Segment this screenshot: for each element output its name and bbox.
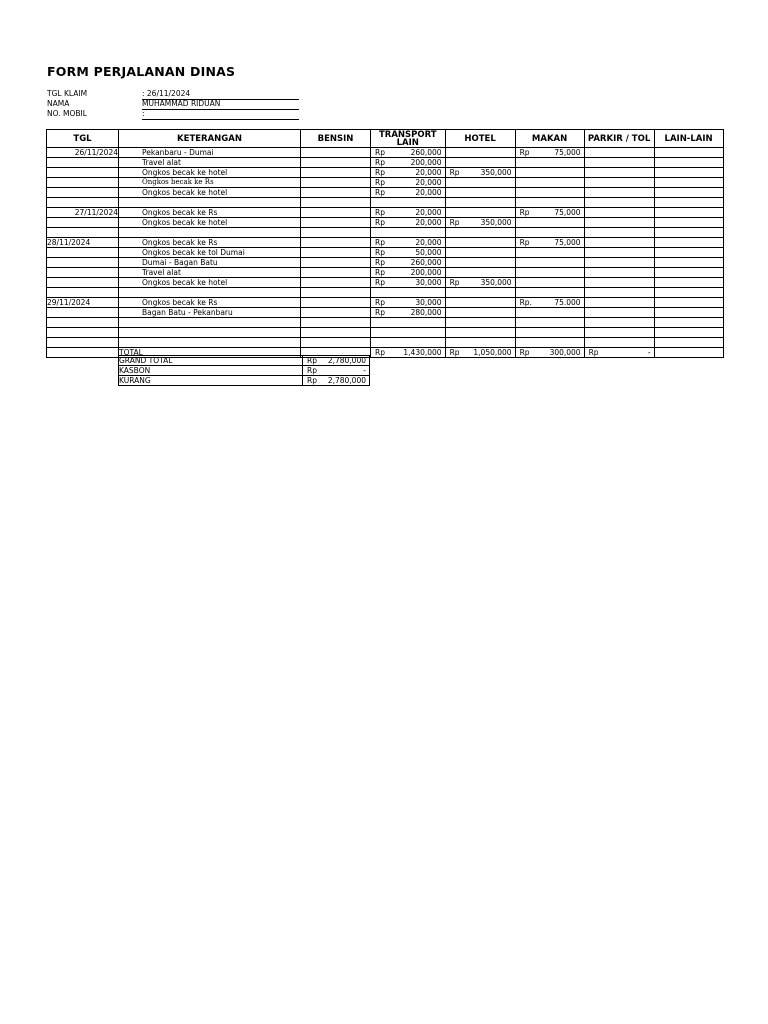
row-parkir: [584, 338, 654, 348]
table-row: [47, 198, 724, 208]
row-tgl: [47, 258, 119, 268]
row-tgl: [47, 288, 119, 298]
row-hotel: [445, 198, 515, 208]
info-label-no-mobil: NO. MOBIL: [47, 109, 87, 118]
currency-prefix: Rp: [375, 188, 385, 197]
row-hotel: [445, 338, 515, 348]
row-tgl: 28/11/2024: [47, 238, 119, 248]
row-lain: [654, 148, 723, 158]
total-label: TOTAL: [119, 348, 301, 358]
row-transport: [371, 188, 446, 198]
amount-value: 20,000: [415, 218, 442, 227]
row-lain: [654, 238, 723, 248]
row-tgl: [47, 218, 119, 228]
row-bensin: [301, 328, 371, 338]
row-makan: [515, 208, 584, 218]
currency-prefix: Rp: [375, 348, 385, 357]
info-label-nama: NAMA: [47, 99, 70, 108]
row-parkir: [584, 218, 654, 228]
currency-prefix: Rp: [519, 238, 530, 247]
row-transport: [371, 288, 446, 298]
summary-row: [119, 356, 370, 366]
table-row: [47, 298, 724, 308]
row-lain: [654, 298, 723, 308]
row-tgl: [47, 198, 119, 208]
info-value-tgl-klaim: : 26/11/2024: [142, 89, 299, 100]
row-keterangan: [119, 328, 301, 338]
row-transport: [371, 148, 446, 158]
row-hotel: [445, 288, 515, 298]
summary-label: KASBON: [119, 366, 303, 376]
row-lain: [654, 218, 723, 228]
summary-value: [303, 376, 370, 386]
table-row: [47, 278, 724, 288]
table-header-row: [47, 130, 724, 148]
row-parkir: [584, 208, 654, 218]
amount-value: 20,000: [415, 188, 442, 197]
row-hotel: [445, 148, 515, 158]
amount-value: 30,000: [415, 298, 442, 307]
row-hotel: [445, 228, 515, 238]
amount-value: 20,000: [415, 238, 442, 247]
summary-row: [119, 366, 370, 376]
currency-prefix: Rp: [375, 238, 385, 247]
row-bensin: [301, 218, 371, 228]
table-row: [47, 318, 724, 328]
row-makan: [515, 288, 584, 298]
table-row: [47, 168, 724, 178]
row-tgl: [47, 338, 119, 348]
row-bensin: [301, 238, 371, 248]
currency-prefix: Rp: [307, 376, 317, 385]
amount-value: 2,780,000: [327, 356, 366, 365]
row-tgl: [47, 188, 119, 198]
summary-row: [119, 376, 370, 386]
summary-value: [303, 356, 370, 366]
row-bensin: [301, 338, 371, 348]
currency-prefix: Rp: [307, 356, 317, 365]
row-hotel: [445, 328, 515, 338]
row-keterangan: Ongkos becak ke Rs: [119, 178, 301, 188]
row-transport: [371, 228, 446, 238]
row-hotel: [445, 268, 515, 278]
currency-prefix: Rp: [519, 208, 530, 217]
total-hotel: [445, 348, 515, 358]
row-keterangan: [119, 318, 301, 328]
row-keterangan: [119, 228, 301, 238]
row-tgl: [47, 248, 119, 258]
amount-value: 20,000: [415, 208, 442, 217]
amount-value: 350,000: [480, 218, 512, 227]
table-row: [47, 238, 724, 248]
row-parkir: [584, 168, 654, 178]
total-parkir: [584, 348, 654, 358]
row-hotel: [445, 188, 515, 198]
amount-value: -: [647, 348, 651, 357]
row-makan: [515, 158, 584, 168]
row-transport: [371, 318, 446, 328]
row-bensin: [301, 288, 371, 298]
row-tgl: [47, 278, 119, 288]
row-lain: [654, 178, 723, 188]
amount-value: 300,000: [549, 348, 581, 357]
amount-value: 75,000: [554, 238, 581, 247]
header-tgl: TGL: [47, 130, 119, 148]
row-transport: [371, 158, 446, 168]
amount-value: 260,000: [410, 258, 442, 267]
row-makan: [515, 238, 584, 248]
total-makan: [515, 348, 584, 358]
currency-prefix: Rp: [375, 248, 385, 257]
row-tgl: 26/11/2024: [47, 148, 119, 158]
summary-label: GRAND TOTAL: [119, 356, 303, 366]
row-transport: [371, 298, 446, 308]
amount-value: 20,000: [415, 168, 442, 177]
row-parkir: [584, 288, 654, 298]
amount-value: 280,000: [410, 308, 442, 317]
row-makan: [515, 338, 584, 348]
header-transport-lain: TRANSPORT LAIN: [371, 130, 446, 148]
row-makan: [515, 318, 584, 328]
amount-value: 75,000: [554, 208, 581, 217]
row-makan: [515, 268, 584, 278]
row-parkir: [584, 308, 654, 318]
row-lain: [654, 308, 723, 318]
summary-label: KURANG: [119, 376, 303, 386]
currency-prefix: Rp: [519, 148, 530, 157]
row-bensin: [301, 158, 371, 168]
table-row: [47, 258, 724, 268]
row-parkir: [584, 268, 654, 278]
row-hotel: [445, 218, 515, 228]
currency-prefix: Rp: [375, 218, 385, 227]
row-hotel: [445, 318, 515, 328]
row-lain: [654, 288, 723, 298]
currency-prefix: Rp: [375, 168, 385, 177]
row-hotel: [445, 258, 515, 268]
row-keterangan: Dumai - Bagan Batu: [119, 258, 301, 268]
row-lain: [654, 198, 723, 208]
table-row: [47, 338, 724, 348]
row-lain: [654, 158, 723, 168]
row-keterangan: Ongkos becak ke hotel: [119, 168, 301, 178]
row-parkir: [584, 228, 654, 238]
row-keterangan: Travel alat: [119, 158, 301, 168]
row-parkir: [584, 238, 654, 248]
row-keterangan: Travel alat: [119, 268, 301, 278]
row-bensin: [301, 258, 371, 268]
amount-value: 200,000: [410, 158, 442, 167]
currency-prefix: Rp: [449, 278, 460, 287]
row-parkir: [584, 198, 654, 208]
row-hotel: [445, 178, 515, 188]
amount-value: 350,000: [480, 168, 512, 177]
row-transport: [371, 328, 446, 338]
row-keterangan: Ongkos becak ke Rs: [119, 238, 301, 248]
amount-value: 350,000: [480, 278, 512, 287]
currency-prefix: Rp: [375, 178, 385, 187]
row-parkir: [584, 258, 654, 268]
row-tgl: [47, 328, 119, 338]
header-bensin: BENSIN: [301, 130, 371, 148]
row-tgl: [47, 268, 119, 278]
row-transport: [371, 238, 446, 248]
row-bensin: [301, 178, 371, 188]
row-parkir: [584, 248, 654, 258]
row-tgl: [47, 308, 119, 318]
row-tgl: [47, 168, 119, 178]
row-transport: [371, 178, 446, 188]
row-bensin: [301, 188, 371, 198]
row-parkir: [584, 298, 654, 308]
row-parkir: [584, 278, 654, 288]
row-bensin: [301, 298, 371, 308]
row-bensin: [301, 278, 371, 288]
row-makan: [515, 148, 584, 158]
row-makan: [515, 328, 584, 338]
row-keterangan: Ongkos becak ke Rs: [119, 298, 301, 308]
header-makan: MAKAN: [515, 130, 584, 148]
table-row: [47, 148, 724, 158]
row-transport: [371, 258, 446, 268]
row-hotel: [445, 308, 515, 318]
currency-prefix: Rp: [519, 348, 530, 357]
row-hotel: [445, 238, 515, 248]
currency-prefix: Rp: [375, 298, 385, 307]
row-tgl: [47, 318, 119, 328]
row-bensin: [301, 268, 371, 278]
total-lain: [654, 348, 723, 358]
row-bensin: [301, 248, 371, 258]
info-label-tgl-klaim: TGL KLAIM: [47, 89, 88, 98]
row-bensin: [301, 308, 371, 318]
row-bensin: [301, 318, 371, 328]
total-tgl: [47, 348, 119, 358]
table-row: [47, 228, 724, 238]
amount-value: 260,000: [410, 148, 442, 157]
row-makan: [515, 248, 584, 258]
row-lain: [654, 208, 723, 218]
table-row: [47, 268, 724, 278]
amount-value: 1,050,000: [473, 348, 512, 357]
header-lain-lain: LAIN-LAIN: [654, 130, 723, 148]
row-keterangan: Ongkos becak ke hotel: [119, 218, 301, 228]
row-parkir: [584, 318, 654, 328]
amount-value: -: [363, 366, 366, 375]
row-lain: [654, 318, 723, 328]
row-bensin: [301, 168, 371, 178]
row-makan: [515, 298, 584, 308]
row-hotel: [445, 298, 515, 308]
amount-value: 30,000: [415, 278, 442, 287]
currency-prefix: Rp: [449, 348, 460, 357]
row-transport: [371, 338, 446, 348]
row-lain: [654, 278, 723, 288]
row-lain: [654, 338, 723, 348]
table-row: [47, 188, 724, 198]
row-tgl: [47, 158, 119, 168]
row-hotel: [445, 278, 515, 288]
amount-value: 200,000: [410, 268, 442, 277]
row-lain: [654, 258, 723, 268]
amount-value: 20,000: [415, 178, 442, 187]
row-keterangan: Ongkos becak ke tol Dumai: [119, 248, 301, 258]
row-parkir: [584, 158, 654, 168]
row-makan: [515, 278, 584, 288]
form-title: FORM PERJALANAN DINAS: [47, 64, 236, 79]
table-row: [47, 288, 724, 298]
row-keterangan: [119, 338, 301, 348]
currency-prefix: Rp.: [519, 298, 532, 307]
row-lain: [654, 188, 723, 198]
summary-value: [303, 366, 370, 376]
row-parkir: [584, 188, 654, 198]
row-transport: [371, 278, 446, 288]
row-parkir: [584, 148, 654, 158]
row-lain: [654, 248, 723, 258]
currency-prefix: Rp: [588, 348, 599, 357]
row-keterangan: Ongkos becak ke hotel: [119, 278, 301, 288]
currency-prefix: Rp: [375, 308, 385, 317]
row-transport: [371, 308, 446, 318]
row-hotel: [445, 208, 515, 218]
row-bensin: [301, 198, 371, 208]
row-lain: [654, 228, 723, 238]
row-hotel: [445, 158, 515, 168]
row-keterangan: [119, 198, 301, 208]
row-tgl: [47, 228, 119, 238]
currency-prefix: Rp: [449, 168, 460, 177]
row-transport: [371, 248, 446, 258]
row-bensin: [301, 148, 371, 158]
row-lain: [654, 168, 723, 178]
amount-value: 1,430,000: [403, 348, 442, 357]
header-keterangan: KETERANGAN: [119, 130, 301, 148]
row-bensin: [301, 228, 371, 238]
total-transport: [371, 348, 446, 358]
row-makan: [515, 218, 584, 228]
info-value-no-mobil: :: [142, 109, 299, 120]
row-makan: [515, 168, 584, 178]
row-lain: [654, 328, 723, 338]
amount-value: 50,000: [415, 248, 442, 257]
row-makan: [515, 228, 584, 238]
summary-table: [118, 355, 370, 386]
currency-prefix: Rp: [375, 278, 385, 287]
amount-value: 2,780,000: [327, 376, 366, 385]
row-hotel: [445, 168, 515, 178]
row-keterangan: Ongkos becak ke Rs: [119, 208, 301, 218]
row-transport: [371, 208, 446, 218]
header-parkir-tol: PARKIR / TOL: [584, 130, 654, 148]
info-value-nama: MUHAMMAD RIDUAN: [142, 99, 299, 110]
row-keterangan: Ongkos becak ke hotel: [119, 188, 301, 198]
table-row: [47, 328, 724, 338]
table-row: [47, 218, 724, 228]
row-makan: [515, 178, 584, 188]
row-parkir: [584, 178, 654, 188]
row-tgl: 29/11/2024: [47, 298, 119, 308]
table-row: [47, 178, 724, 188]
currency-prefix: Rp: [307, 366, 317, 375]
row-makan: [515, 188, 584, 198]
row-makan: [515, 258, 584, 268]
row-keterangan: Pekanbaru - Dumai: [119, 148, 301, 158]
row-parkir: [584, 328, 654, 338]
amount-value: 75.000: [554, 298, 581, 307]
row-makan: [515, 308, 584, 318]
currency-prefix: Rp: [449, 218, 460, 227]
row-transport: [371, 168, 446, 178]
header-hotel: HOTEL: [445, 130, 515, 148]
table-row: [47, 308, 724, 318]
currency-prefix: Rp: [375, 258, 385, 267]
row-lain: [654, 268, 723, 278]
row-transport: [371, 268, 446, 278]
row-transport: [371, 198, 446, 208]
row-transport: [371, 218, 446, 228]
expense-table: [46, 129, 724, 358]
currency-prefix: Rp: [375, 148, 385, 157]
row-tgl: 27/11/2024: [47, 208, 119, 218]
row-bensin: [301, 208, 371, 218]
amount-value: 75,000: [554, 148, 581, 157]
row-hotel: [445, 248, 515, 258]
row-tgl: [47, 178, 119, 188]
currency-prefix: Rp: [375, 158, 385, 167]
row-makan: [515, 198, 584, 208]
row-keterangan: [119, 288, 301, 298]
currency-prefix: Rp: [375, 208, 385, 217]
row-keterangan: Bagan Batu - Pekanbaru: [119, 308, 301, 318]
table-row: [47, 208, 724, 218]
table-row: [47, 158, 724, 168]
currency-prefix: Rp: [375, 268, 385, 277]
table-row: [47, 248, 724, 258]
